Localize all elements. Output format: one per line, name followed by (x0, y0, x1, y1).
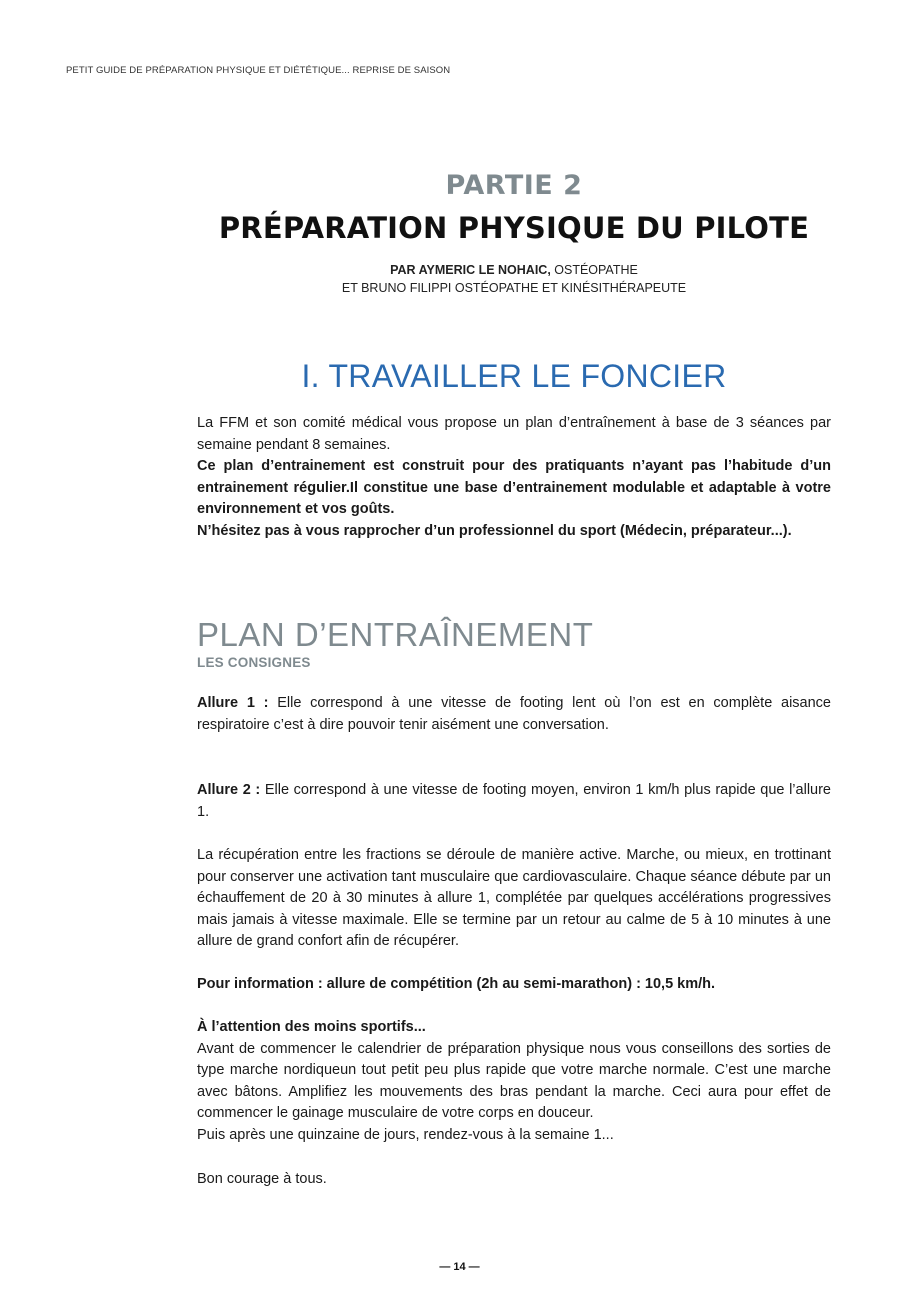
attention-text: Avant de commencer le calendrier de préparation physique nous vous conseillons des sorties de type marche nordiqueun tout petit peu plus rapide que votre marche normale. C’est une marche avec bâtons. Amplifiez les mouvements des bras pendant la marche. Ceci aura pour effet de commencer le gainage musculaire de votre corps en douceur. (197, 1040, 831, 1121)
attention-title: À l’attention des moins sportifs... (197, 1019, 426, 1035)
allure-2-text: Elle correspond à une vitesse de footing moyen, environ 1 km/h plus rapide que l’allure 1. (197, 782, 831, 820)
intro-text-2: Ce plan d’entrainement est construit pour des pratiquants n’ayant pas l’habitude d’un entrainement régulier.Il constitue une base d’entrainement modulable et adaptable à votre environnement et vos goûts. (197, 458, 831, 517)
attention-text-2: Puis après une quinzaine de jours, rendez-vous à la semaine 1... (197, 1126, 614, 1143)
page-title: PRÉPARATION PHYSIQUE DU PILOTE (218, 211, 810, 245)
allure-2-paragraph (197, 780, 831, 823)
intro-text-3: N’hésitez pas à vous rapprocher d’un professionnel du sport (Médecin, préparateur...). (197, 522, 792, 539)
recuperation-paragraph (197, 845, 831, 953)
authors-line-1 (0, 261, 919, 279)
plan-heading: PLAN D’ENTRAÎNEMENT (197, 616, 594, 653)
recuperation-text: La récupération entre les fractions se déroule de manière active. Marche, ou mieux, en trottinant pour conserver une activation tant musculaire que cardiovasculaire. Chaque séance débute par un échauffement de 20 à 30 minutes à allure 1, complétée par quelques accélérations progressives mais jamais à vitesse maximale. Elle se termine par un retour au calme de 5 à 10 minutes à une allure de grand confort afin de récupérer. (197, 847, 831, 949)
authors-line-2: ET BRUNO FILIPPI OSTÉOPATHE ET KINÉSITHÉRAPEUTE (341, 281, 687, 295)
author-primary-title: OSTÉOPATHE (550, 263, 638, 277)
closing-text: Bon courage à tous. (197, 1171, 327, 1187)
allure-1-paragraph (197, 693, 831, 736)
plan-subheading: LES CONSIGNES (197, 655, 311, 670)
page-number: — 14 — (439, 1261, 480, 1273)
intro-paragraph (197, 413, 831, 542)
allure-2-label: Allure 2 : (197, 782, 261, 798)
info-text: Pour information : allure de compétition (2h au semi-marathon) : 10,5 km/h. (197, 976, 716, 992)
intro-text-1: La FFM et son comité médical vous propose un plan d’entraînement à base de 3 séances par semaine pendant 8 semaines. (197, 415, 831, 453)
attention-paragraph (197, 1017, 831, 1146)
allure-1-text: Elle correspond à une vitesse de footing lent où l’on est en complète aisance respiratoire c’est à dire pouvoir tenir aisément une conversation. (197, 695, 831, 733)
allure-1-label: Allure 1 : (197, 695, 269, 711)
section-heading: I. TRAVAILLER LE FONCIER (301, 358, 727, 394)
running-header: PETIT GUIDE DE PRÉPARATION PHYSIQUE ET DIÉTÉTIQUE... REPRISE DE SAISON (66, 65, 451, 76)
authors-byline (0, 261, 919, 297)
part-label: PARTIE 2 (445, 170, 583, 201)
closing-paragraph (197, 1169, 831, 1191)
author-primary: PAR AYMERIC LE NOHAIC, (390, 263, 551, 277)
info-paragraph (197, 974, 831, 996)
